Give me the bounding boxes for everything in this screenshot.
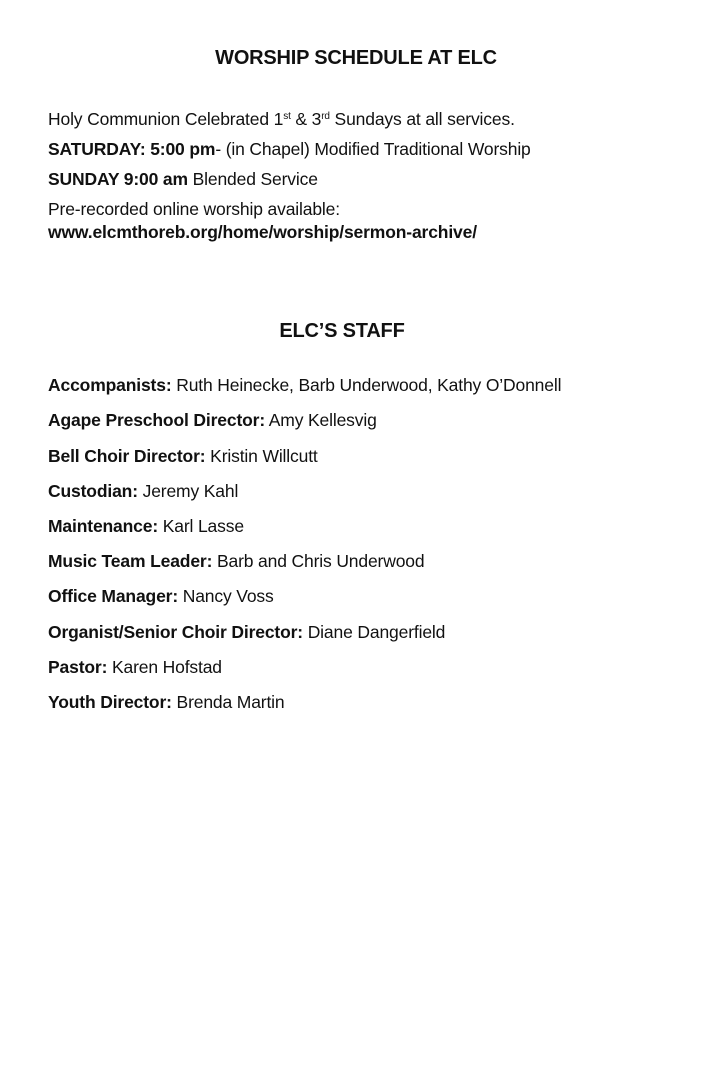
sunday-description: Blended Service [187,169,318,189]
staff-entry-maintenance [48,515,244,537]
staff-role: Bell Choir Director: [48,446,206,466]
communion-text-mid: & 3 [290,109,322,129]
staff-entry-accompanists [48,374,561,396]
staff-role: Pastor: [48,657,108,677]
staff-entry-preschool-director [48,409,377,431]
staff-names: Barb and Chris Underwood [212,551,425,571]
staff-names: Diane Dangerfield [302,622,446,642]
staff-role: Custodian: [48,481,138,501]
staff-names: Karen Hofstad [107,657,222,677]
staff-role: Accompanists: [48,375,172,395]
staff-entry-custodian [48,480,238,502]
staff-entry-music-team-leader [48,550,424,572]
staff-names: Brenda Martin [171,692,285,712]
staff-entry-youth-director [48,691,285,713]
staff-entry-bell-choir-director [48,445,318,467]
staff-entry-organist [48,621,445,643]
staff-role: Office Manager: [48,586,178,606]
communion-sup-first: st [283,111,291,122]
communion-line [48,108,515,130]
staff-role: Music Team Leader: [48,551,213,571]
staff-names: Jeremy Kahl [137,481,239,501]
communion-text-post: Sundays at all services. [329,109,515,129]
saturday-label: SATURDAY: 5:00 pm [48,139,216,159]
staff-names: Karl Lasse [158,516,244,536]
staff-role: Youth Director: [48,692,172,712]
sunday-label: SUNDAY 9:00 am [48,169,188,189]
sermon-archive-link[interactable]: www.elcmthoreb.org/home/worship/sermon-archive/ [48,222,477,242]
communion-text-pre: Holy Communion Celebrated 1 [48,109,284,129]
saturday-service-line [48,138,531,160]
worship-schedule-heading: WORSHIP SCHEDULE AT ELC [215,47,497,69]
staff-role: Maintenance: [48,516,159,536]
staff-names: Nancy Voss [178,586,274,606]
staff-role: Organist/Senior Choir Director: [48,622,303,642]
staff-entry-office-manager [48,585,274,607]
staff-heading: ELC’S STAFF [279,320,405,342]
staff-entry-pastor [48,656,222,678]
communion-sup-third: rd [321,111,330,122]
staff-names: Kristin Willcutt [205,446,318,466]
saturday-description: - (in Chapel) Modified Traditional Worship [215,139,531,159]
staff-names: Amy Kellesvig [265,410,377,430]
online-worship-line: Pre-recorded online worship available: [48,199,340,219]
sunday-service-line [48,168,318,190]
staff-names: Ruth Heinecke, Barb Underwood, Kathy O’Donnell [171,375,562,395]
staff-role: Agape Preschool Director: [48,410,265,430]
